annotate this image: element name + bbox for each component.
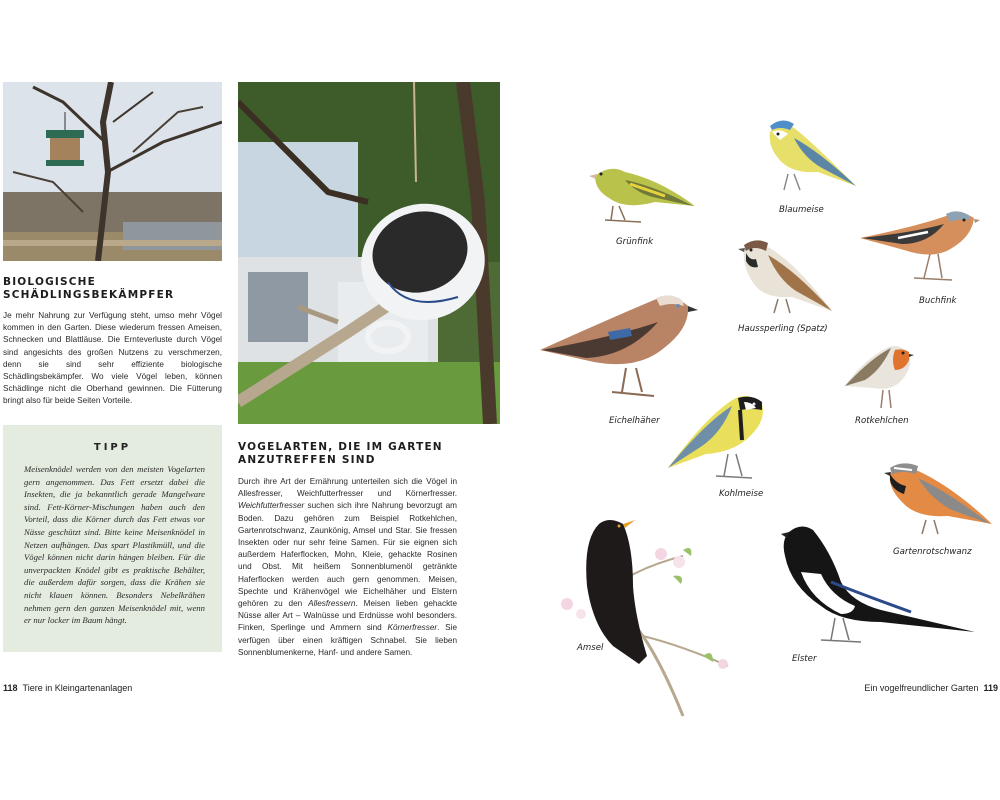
heading-line-2: SCHÄDLINGSBEKÄMPFER xyxy=(3,289,175,301)
bird-label-gruenfink: Grünfink xyxy=(616,237,654,247)
section-heading-vogelarten xyxy=(238,441,443,467)
section-heading-biologische xyxy=(3,276,174,302)
illustration-haussperling xyxy=(738,237,834,315)
illustration-amsel xyxy=(553,516,738,718)
term-koernerfresser: Körnerfresser xyxy=(387,623,438,633)
photo-teacup-feeder xyxy=(238,82,500,424)
page-number: 118 xyxy=(3,683,18,693)
bird-label-eichelhaeher: Eichelhäher xyxy=(609,416,660,426)
bird-label-gartenrotschwanz: Gartenrotschwanz xyxy=(893,547,972,557)
text-run: Durch ihre Art der Ernährung unterteilen sich die Vögel in Allesfresser, Weichfutterfresser und Körnerfresser. xyxy=(238,477,457,499)
heading-line-1: VOGELARTEN, DIE IM GARTEN xyxy=(238,441,443,453)
section-body-vogelarten xyxy=(238,476,457,659)
term-allesfressern: Allesfressern xyxy=(308,599,356,609)
tip-text: Meisenknödel werden von den meisten Vogelarten gern angenommen. Das Fett ersetzt dabei die Insekten, die ja bekanntlich gerade Mangelware sind. Fett-Körner-Mischungen haben auch den Vorteil, dass die Körner durch das Fett etwas vor Nässe geschützt sind. Bitte keine Meisenknödel in Netzen aufhängen. Das spart Plastikmüll, und die Vögel können nicht darin hängen bleiben. Für die unverpackten Knödel gibt es praktische Behälter, die außerdem dafür sorgen, dass die Krähen sie nicht klauen können. Besonders Nebelkrähen nehmen gern den ganzen Meisenknödel mit, wenn er nur locker im Baum hängt. xyxy=(24,464,205,626)
text-run: suchen sich ihre Nahrung bevorzugt am Boden. Dazu gehören zum Beispiel Rotkehlchen, Gartenrotschwanz, Zaunkönig, Amsel und Star. Sie fressen Insekten oder nur sehr feine Samen. Für sie eignen sich außerdem Haferflocken, Mohn, Kleie, gehackte Rosinen und Obst. Mit heißem Sonnenblumenöl getränkte Haferflocken werden auch gern genommen. Meisen, Spechte und Krähenvögel wie Eichelhäher und Elstern gehören zu den xyxy=(238,501,457,609)
text-run: . Sie verfügen über einen kräftigen Schnabel. Sie lieben Sonnenblumenkerne, Hanf- und andere Samen. xyxy=(238,623,457,657)
illustration-rotkehlchen xyxy=(843,340,915,412)
illustration-eichelhaeher xyxy=(538,292,700,404)
bird-label-elster: Elster xyxy=(792,654,817,664)
footer-right xyxy=(864,683,998,693)
illustration-gruenfink xyxy=(585,158,697,228)
bird-label-buchfink: Buchfink xyxy=(919,296,957,306)
bird-label-kohlmeise: Kohlmeise xyxy=(719,489,764,499)
text-run: . Meisen lieben gehackte Nüsse aller Art – Walnüsse und Erdnüsse wohl besonders. Finken, Sperlinge und Ammern sind xyxy=(238,599,457,633)
tip-box xyxy=(3,425,222,652)
tip-title: TIPP xyxy=(93,442,132,453)
bird-label-rotkehlchen: Rotkehlchen xyxy=(855,416,909,426)
term-weichfutterfresser: Weichfutterfresser xyxy=(238,501,305,511)
paragraph xyxy=(238,476,457,659)
heading-line-2: ANZUTREFFEN SIND xyxy=(238,454,376,466)
bird-label-amsel: Amsel xyxy=(577,643,604,653)
running-title: Ein vogelfreundlicher Garten xyxy=(864,683,979,693)
paragraph: Je mehr Nahrung zur Verfügung steht, umso mehr Vögel kommen in den Garten. Diese wiederum fressen Ameisen, Schnecken und Blattläuse. Die Ernteverluste durch Vögel sind angesichts des großen Nutzens zu verschmerzen, denn sie sind sehr effiziente biologische Schädlingsbekämpfer. Wo viele Vögel leben, können Schädlinge nicht die Oberhand gewinnen. Die Fütterung bringt also für beide Seiten Vorteile. xyxy=(3,311,222,406)
page-number: 119 xyxy=(983,683,998,693)
bird-label-blaumeise: Blaumeise xyxy=(779,205,824,215)
heading-line-1: BIOLOGISCHE xyxy=(3,276,97,288)
footer-left xyxy=(3,683,132,693)
illustration-elster xyxy=(771,522,977,646)
bird-label-haussperling: Haussperling (Spatz) xyxy=(738,324,828,334)
illustration-blaumeise xyxy=(760,116,858,196)
section-body-biologische xyxy=(3,310,222,408)
running-title: Tiere in Kleingartenanlagen xyxy=(22,683,133,693)
illustration-buchfink xyxy=(858,208,982,292)
photo-bird-feeder xyxy=(3,82,222,261)
illustration-kohlmeise xyxy=(666,392,770,480)
